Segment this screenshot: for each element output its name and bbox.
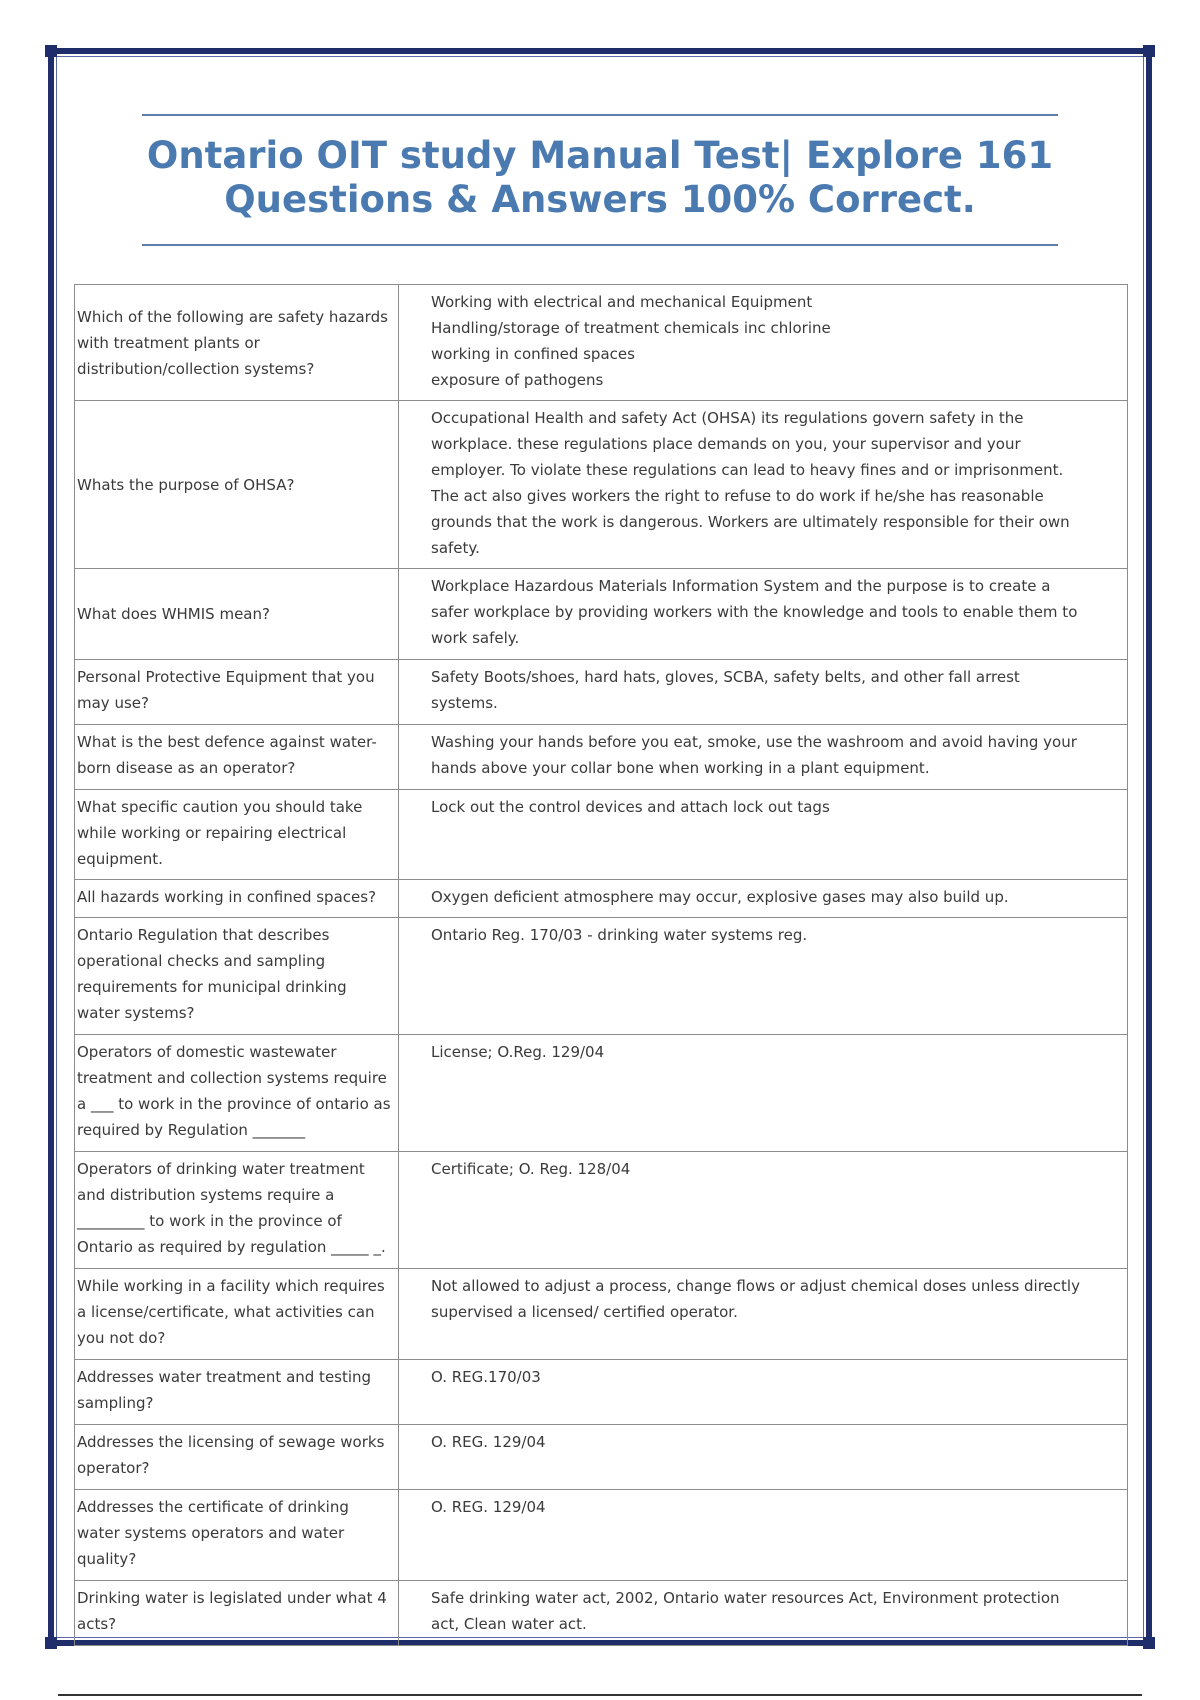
answer-line: Working with electrical and mechanical Equipment bbox=[431, 293, 813, 311]
answer-cell: Washing your hands before you eat, smoke, use the washroom and avoid having your hands above your collar bone when working in a plant equipment. bbox=[399, 725, 1128, 790]
table-row bbox=[75, 918, 1128, 1035]
corner-ornament bbox=[1143, 45, 1155, 57]
answer-cell: Not allowed to adjust a process, change flows or adjust chemical doses unless directly supervised a licensed/ certified operator. bbox=[399, 1269, 1128, 1360]
answer-cell: Safe drinking water act, 2002, Ontario water resources Act, Environment protection act, Clean water act. bbox=[399, 1581, 1128, 1646]
table-row bbox=[75, 1425, 1128, 1490]
question-cell: Which of the following are safety hazards with treatment plants or distribution/collection systems? bbox=[75, 285, 399, 401]
answer-line: working in confined spaces bbox=[431, 345, 635, 363]
table-row bbox=[75, 725, 1128, 790]
table-row bbox=[75, 790, 1128, 880]
question-cell: Personal Protective Equipment that you may use? bbox=[75, 660, 399, 725]
answer-cell: O. REG. 129/04 bbox=[399, 1490, 1128, 1581]
table-row bbox=[75, 660, 1128, 725]
answer-cell: Lock out the control devices and attach lock out tags bbox=[399, 790, 1128, 880]
answer-cell: License; O.Reg. 129/04 bbox=[399, 1035, 1128, 1152]
question-cell: Addresses the licensing of sewage works operator? bbox=[75, 1425, 399, 1490]
title-rule-top bbox=[142, 114, 1058, 116]
answer-cell: Safety Boots/shoes, hard hats, gloves, SCBA, safety belts, and other fall arrest systems. bbox=[399, 660, 1128, 725]
table-row bbox=[75, 880, 1128, 918]
answer-cell bbox=[399, 285, 1128, 401]
answer-line: exposure of pathogens bbox=[431, 371, 604, 389]
answer-line: Handling/storage of treatment chemicals inc chlorine bbox=[431, 319, 831, 337]
question-cell: Operators of drinking water treatment and distribution systems require a _________ to work in the province of Ontario as required by regulation _____ _. bbox=[75, 1152, 399, 1269]
table-row bbox=[75, 1035, 1128, 1152]
corner-ornament bbox=[45, 1637, 57, 1649]
document-title: Ontario OIT study Manual Test| Explore 161 Questions & Answers 100% Correct. bbox=[146, 134, 1054, 221]
question-cell: All hazards working in confined spaces? bbox=[75, 880, 399, 918]
corner-ornament bbox=[1143, 1637, 1155, 1649]
table-row bbox=[75, 285, 1128, 401]
table-row bbox=[75, 1581, 1128, 1646]
answer-cell: Workplace Hazardous Materials Information System and the purpose is to create a safer workplace by providing workers with the knowledge and tools to enable them to work safely. bbox=[399, 569, 1128, 660]
table-row bbox=[75, 1360, 1128, 1425]
question-cell: Operators of domestic wastewater treatment and collection systems require a ___ to work in the province of ontario as required by Regulation _______ bbox=[75, 1035, 399, 1152]
question-cell: What specific caution you should take while working or repairing electrical equipment. bbox=[75, 790, 399, 880]
table-row bbox=[75, 1269, 1128, 1360]
question-cell: Drinking water is legislated under what 4 acts? bbox=[75, 1581, 399, 1646]
answer-cell: Occupational Health and safety Act (OHSA) its regulations govern safety in the workplace. these regulations place demands on you, your supervisor and your employer. To violate these regulations can lead to heavy fines and or imprisonment. The act also gives workers the right to refuse to do work if he/she has reasonable grounds that the work is dangerous. Workers are ultimately responsible for their own safety. bbox=[399, 401, 1128, 569]
question-cell: Addresses water treatment and testing sampling? bbox=[75, 1360, 399, 1425]
table-row bbox=[75, 401, 1128, 569]
table-row bbox=[75, 1152, 1128, 1269]
question-cell: Addresses the certificate of drinking water systems operators and water quality? bbox=[75, 1490, 399, 1581]
answer-cell: Certificate; O. Reg. 128/04 bbox=[399, 1152, 1128, 1269]
corner-ornament bbox=[45, 45, 57, 57]
title-rule-bottom bbox=[142, 244, 1058, 246]
answer-cell: Oxygen deficient atmosphere may occur, explosive gases may also build up. bbox=[399, 880, 1128, 918]
qa-table bbox=[74, 284, 1128, 1646]
table-row bbox=[75, 569, 1128, 660]
question-cell: What does WHMIS mean? bbox=[75, 569, 399, 660]
question-cell: Whats the purpose of OHSA? bbox=[75, 401, 399, 569]
footer-rule bbox=[58, 1694, 1142, 1696]
question-cell: While working in a facility which requires a license/certificate, what activities can you not do? bbox=[75, 1269, 399, 1360]
answer-cell: Ontario Reg. 170/03 - drinking water systems reg. bbox=[399, 918, 1128, 1035]
answer-cell: O. REG.170/03 bbox=[399, 1360, 1128, 1425]
table-row bbox=[75, 1490, 1128, 1581]
question-cell: What is the best defence against water-born disease as an operator? bbox=[75, 725, 399, 790]
answer-cell: O. REG. 129/04 bbox=[399, 1425, 1128, 1490]
question-cell: Ontario Regulation that describes operational checks and sampling requirements for municipal drinking water systems? bbox=[75, 918, 399, 1035]
